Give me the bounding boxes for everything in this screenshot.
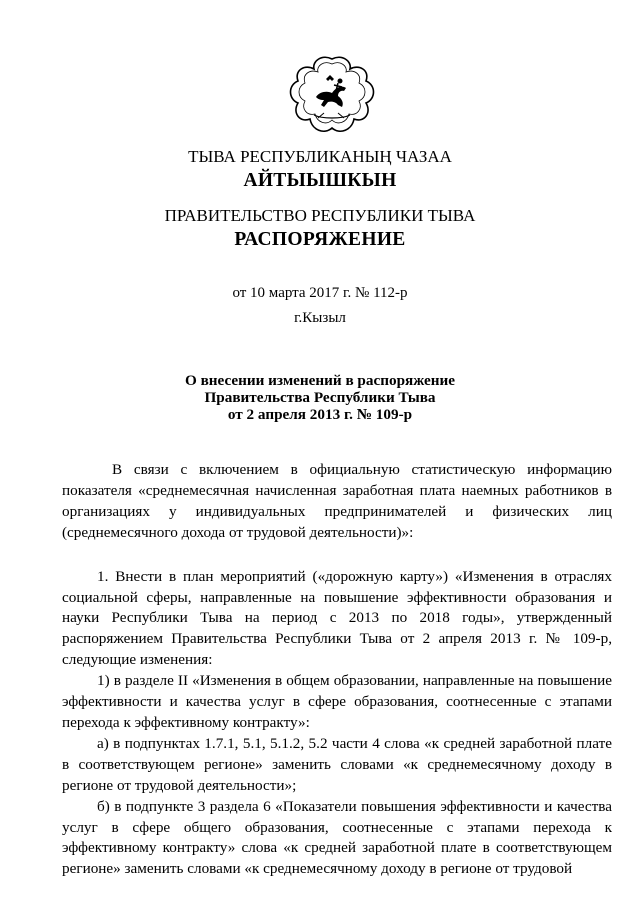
document-date-number: от 10 марта 2017 г. № 112-р — [232, 285, 408, 301]
government-name-russian: ПРАВИТЕЛЬСТВО РЕСПУБЛИКИ ТЫВА — [164, 206, 476, 225]
document-type-tuvan: АЙТЫЫШКЫН — [243, 170, 397, 191]
document-title-line: Правительства Республики Тыва — [204, 389, 436, 406]
document-title-line: от 2 апреля 2013 г. № 109-р — [227, 406, 413, 423]
body-paragraph: 1. Внести в план мероприятий («дорожную карту») «Изменения в отраслях социальной сферы, направленные на повышение эффективности образования и науки Республики Тыва на период с 2013 по 2018 годы», утвержденный распоряжением Правительства Республики Тыва от 2 апреля 2013 г. № 109-р, следующие изменения: — [62, 567, 612, 669]
coat-of-arms-icon — [286, 55, 378, 137]
body-paragraph: В связи с включением в официальную статистическую информацию показателя «среднемесячная начисленная заработная плата наемных работников в организациях у индивидуальных предпринимателей и физических лиц (среднемесячного дохода от трудовой деятельности)»: — [62, 461, 612, 541]
document-body — [62, 460, 612, 880]
body-paragraph: а) в подпунктах 1.7.1, 5.1, 5.1.2, 5.2 части 4 слова «к средней заработной плате в соответствующем регионе» заменить словами «к среднемесячному доходу в регионе от трудовой деятельности»; — [62, 734, 612, 794]
document-type-russian: РАСПОРЯЖЕНИЕ — [234, 229, 406, 250]
document-city: г.Кызыл — [294, 310, 346, 326]
government-name-tuvan: ТЫВА РЕСПУБЛИКАНЫҢ ЧАЗАА — [188, 147, 452, 166]
document-title — [0, 372, 640, 423]
body-paragraph: б) в подпункте 3 раздела 6 «Показатели повышения эффективности и качества услуг в сфере общего образования, соотнесенные с этапами перехода к эффективному контракту» слова «к средней заработной плате в соответствующем регионе» заменить словами «к среднемесячному доходу в регионе от трудовой — [62, 797, 612, 878]
document-title-line: О внесении изменений в распоряжение — [184, 372, 456, 389]
body-paragraph: 1) в разделе II «Изменения в общем образовании, направленные на повышение эффективности и качества услуг в сфере образования, соотнесенные с этапами перехода к эффективному контракту»: — [62, 672, 612, 731]
